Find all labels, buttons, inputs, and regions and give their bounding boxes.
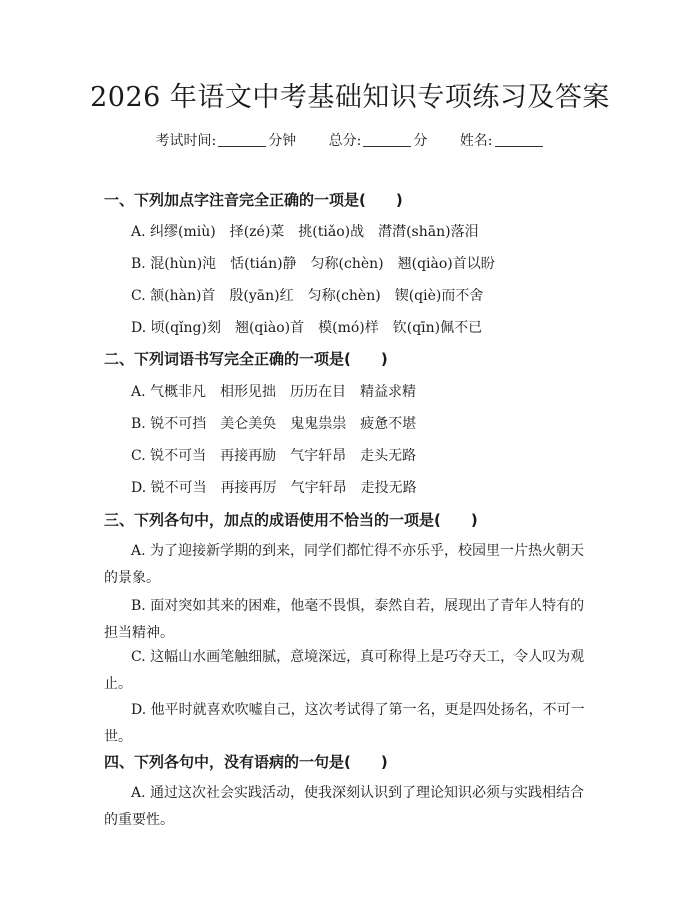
name-label: 姓名: [459, 133, 493, 149]
question-1-option-c: C. 颔(hàn)首 殷(yān)红 匀称(chèn) 锲(qiè)而不舍 [131, 288, 484, 304]
question-1-stem: 一、下列加点字注音完全正确的一项是( ) [104, 191, 403, 209]
page-title: 2026 年语文中考基础知识专项练习及答案 [90, 82, 610, 113]
exam-name [460, 133, 545, 149]
score-unit: 分 [413, 133, 428, 149]
exam-time [155, 133, 300, 149]
time-blank[interactable] [218, 132, 266, 147]
question-4-option-a: A. 通过这次社会实践活动，使我深刻认识到了理论知识必须与实践相结合的重要性。 [104, 785, 585, 828]
time-label: 考试时间: [155, 133, 217, 149]
question-3-option-d: D. 他平时就喜欢吹嘘自己，这次考试得了第一名，更是四处扬名，不可一世。 [104, 702, 585, 745]
question-3-option-a: A. 为了迎接新学期的到来，同学们都忙得不亦乐乎，校园里一片热火朝天的景象。 [104, 543, 585, 586]
question-1-option-b: B. 混(hùn)沌 恬(tián)静 匀称(chèn) 翘(qiào)首以盼 [131, 256, 495, 272]
time-unit: 分钟 [268, 133, 297, 149]
question-3-option-c: C. 这幅山水画笔触细腻，意境深远，真可称得上是巧夺天工，令人叹为观止。 [104, 649, 585, 692]
question-2-option-b: B. 锐不可挡 美仑美奂 鬼鬼祟祟 疲惫不堪 [131, 416, 417, 432]
name-blank[interactable] [495, 132, 543, 147]
question-4-stem: 四、下列各句中，没有语病的一句是( ) [104, 753, 388, 771]
exam-meta [0, 131, 700, 151]
question-2-option-d: D. 锐不可当 再接再厉 气宇轩昂 走投无路 [131, 480, 417, 496]
score-label: 总分: [328, 133, 362, 149]
question-1-option-a: A. 纠缪(miù) 择(zé)菜 挑(tiǎo)战 潸潸(shān)落泪 [131, 224, 479, 240]
exam-score [329, 133, 432, 149]
score-blank[interactable] [363, 132, 411, 147]
question-2-stem: 二、下列词语书写完全正确的一项是( ) [104, 350, 388, 368]
question-2-option-c: C. 锐不可当 再接再励 气宇轩昂 走头无路 [131, 448, 417, 464]
question-3-option-b: B. 面对突如其来的困难，他毫不畏惧，泰然自若，展现出了青年人特有的担当精神。 [104, 598, 585, 641]
question-1-option-d: D. 顷(qǐng)刻 翘(qiào)首 模(mó)样 钦(qīn)佩不已 [131, 320, 483, 336]
question-3-stem: 三、下列各句中，加点的成语使用不恰当的一项是( ) [104, 511, 478, 529]
question-2-option-a: A. 气概非凡 相形见拙 历历在目 精益求精 [131, 384, 417, 400]
